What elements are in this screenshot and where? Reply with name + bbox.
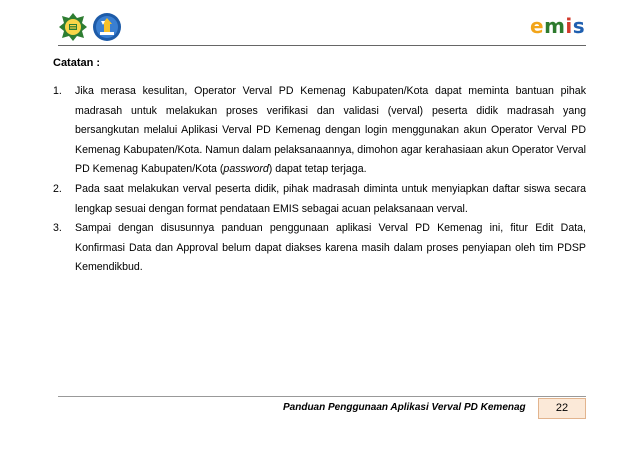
note-text-part: Jika merasa kesulitan, Operator Verval PD Kemenag Kabupaten/Kota dapat meminta bantuan pihak madrasah untuk melakukan proses verifikasi dan validasi (verval) peserta didik madrasah yang bersangkutan melalui Aplikasi Verval PD Kemenag dengan login menggunakan akun Operator Verval PD Kemenag Kabupaten/Kota. Namun dalam pelaksanaannya, dimohon agar kerahasiaan akun Operator Verval PD Kemenag Kabupaten/Kota (	[75, 85, 586, 176]
note-number: 3.	[53, 222, 62, 235]
note-number: 1.	[53, 85, 62, 97]
footer-document-title: Panduan Penggunaan Aplikasi Verval PD Kemenag	[283, 402, 526, 413]
notes-list	[53, 82, 586, 278]
emis-logo	[526, 14, 586, 46]
footer-divider	[58, 396, 586, 397]
note-item	[53, 180, 586, 219]
kemdikbud-logo	[92, 12, 122, 42]
note-text: Sampai dengan disusunnya panduan penggunaan aplikasi Verval PD Kemenag ini, fitur Edit Data, Konfirmasi Data dan Approval belum dapat diakses karena masih dalam proses penyiapan oleh tim PDSP Kemendikbud.	[75, 222, 586, 274]
emis-logo-wordmark: emis	[530, 14, 586, 38]
header-divider	[58, 45, 586, 46]
page-number: 22	[538, 398, 586, 419]
note-text-part: ) dapat tetap terjaga.	[268, 163, 367, 176]
kemenag-logo	[58, 12, 88, 42]
page-header	[58, 12, 586, 46]
note-text	[75, 82, 586, 180]
note-number: 2.	[53, 182, 62, 195]
note-text: Pada saat melakukan verval peserta didik, pihak madrasah diminta untuk menyiapkan daftar siswa secara lengkap sesuai dengan format pendataan EMIS sebagai acuan pelaksanaan verval.	[75, 182, 586, 215]
password-emphasis: password	[223, 163, 269, 176]
note-item	[53, 219, 586, 278]
note-item	[53, 82, 586, 180]
notes-title: Catatan :	[53, 57, 101, 69]
